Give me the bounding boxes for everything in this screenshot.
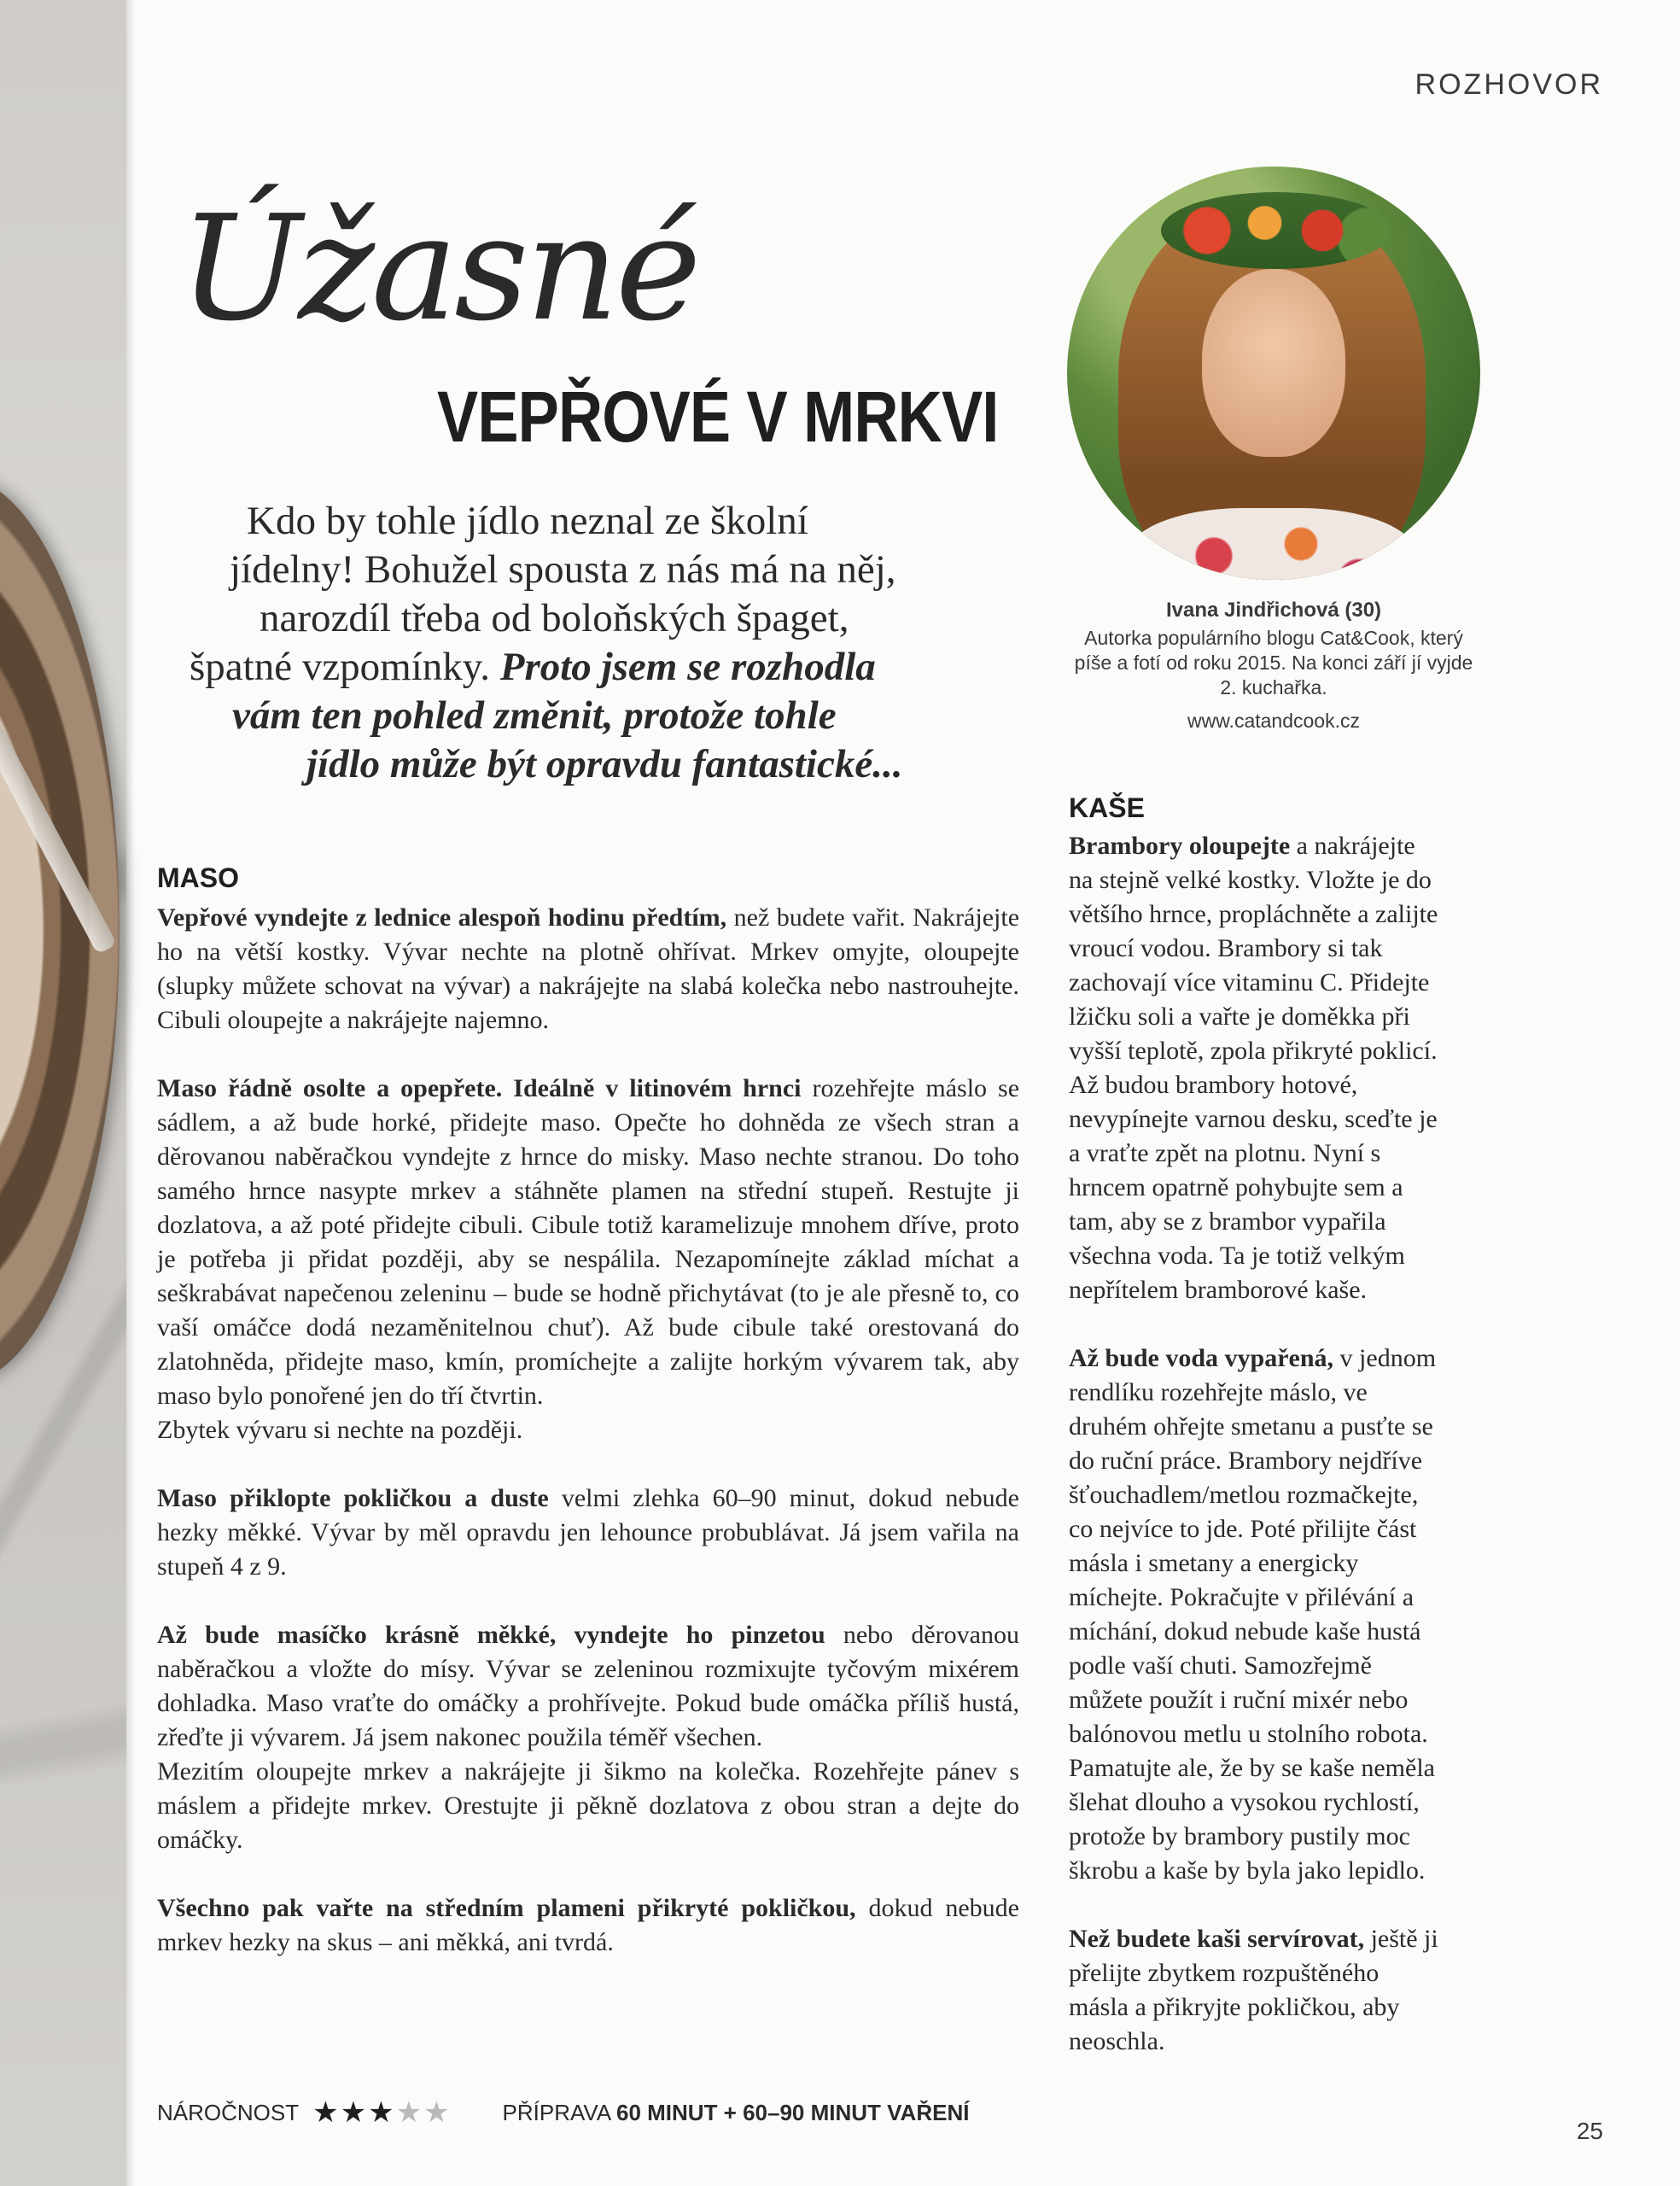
maso-paragraph-4: Až bude masíčko krásně měkké, vyndejte ho pinzetou nebo děrovanou naběračkou a vložte do mísy. Vývar se zeleninou rozmixujte tyčovým mixérem dohladka. Maso vraťte do omáčky a prohřívejte. Pokud bude omáčka příliš hustá, zřeďte ji vývarem. Já jsem nakonec použila téměř všechen. Mezitím oloupejte mrkev a nakrájejte ji šikmo na kolečka. Rozehřejte pánev s máslem a přidejte mrkev. Orestujte ji pěkně dozlatova z obou stran a dejte do omáčky. bbox=[157, 1621, 1019, 1854]
intro-paragraph bbox=[183, 497, 951, 789]
maso-paragraph-3: Maso přiklopte pokličkou a duste velmi zlehka 60–90 minut, dokud nebude hezky měkké. Vývar by měl opravdu jen lehounce probublávat. Já jsem vařila na stupeň 4 z 9. bbox=[157, 1484, 1019, 1581]
maso-section bbox=[157, 862, 1019, 1994]
star-icon: ★ bbox=[395, 2096, 424, 2129]
title-script: Úžasné bbox=[179, 184, 698, 354]
intro-line: Kdo by tohle jídlo neznal ze školní bbox=[247, 499, 808, 543]
intro-italic-line: Proto jsem se rozhodla bbox=[499, 645, 876, 689]
intro-line: jídelny! Bohužel spousta z nás má na něj, bbox=[230, 547, 896, 592]
intro-line: narozdíl třeba od boloňských špaget, bbox=[260, 596, 849, 640]
intro-line: špatné vzpomínky. bbox=[190, 645, 490, 689]
maso-paragraph-5: Všechno pak vařte na středním plameni přikryté pokličkou, dokud nebude mrkev hezky na skus – ani měkká, ani tvrdá. bbox=[157, 1894, 1019, 1956]
star-icon: ★ bbox=[368, 2096, 396, 2129]
author-portrait bbox=[1067, 167, 1480, 580]
marble-background-photo bbox=[0, 0, 126, 2186]
title-main: VEPŘOVÉ V MRKVI bbox=[437, 377, 999, 457]
kase-paragraph-1: Brambory oloupejte a nakrájejte na stejně velké kostky. Vložte je do většího hrnce, propláchněte a zalijte vroucí vodou. Brambory si tak zachovají více vitaminu C. Přidejte lžičku soli a vařte je doměkka při vyšší teplotě, zpola přikryté poklicí. Až budou brambory hotové, nevypínejte varnou desku, sceďte je a vraťte zpět na plotnu. Nyní s hrncem opatrně pohybujte sem a tam, aby se z brambor vypařila všechna voda. Ta je totiž velkým nepřítelem bramborové kaše. bbox=[1069, 832, 1438, 1304]
kase-section bbox=[1069, 792, 1439, 2093]
kase-paragraph-3: Než budete kaši servírovat, ještě ji přelijte zbytkem rozpuštěného másla a přikryjte pokličkou, aby neoschla. bbox=[1069, 1925, 1438, 2055]
prep-value: 60 MINUT + 60–90 MINUT VAŘENÍ bbox=[615, 2099, 970, 2125]
maso-heading: MASO bbox=[157, 862, 239, 893]
author-caption bbox=[1065, 598, 1482, 734]
page-gutter-shadow bbox=[126, 0, 135, 2186]
star-icon: ★ bbox=[312, 2096, 341, 2129]
page-number: 25 bbox=[1576, 2118, 1603, 2144]
maso-paragraph-2: Maso řádně osolte a opepřete. Ideálně v litinovém hrnci rozehřejte máslo se sádlem, a až bude horké, přidejte maso. Opečte ho dohněda ze všech stran a děrovanou naběračkou vyndejte z hrnce do misky. Maso nechte stranou. Do toho samého hrnce nasypte mrkev a stáhněte plamen na střední stupeň. Restujte ji dozlatova, a až poté přidejte cibuli. Cibule totiž karamelizuje mnohem dříve, proto je potřeba ji přidat později, aby se nespálila. Nezapomínejte základ míchat a seškrabávat napečenou zeleninu – bude se hodně přichytávat (to je ale přesně to, co vaší omáčce dodá nezaměnitelnou chuť). Až bude cibule také orestovaná do zlatohněda, přidejte maso, kmín, promíchejte a zalijte horkým vývarem tak, aby maso bylo ponořené jen do tří čtvrtin. Zbytek vývaru si nechte na později. bbox=[157, 1074, 1020, 1444]
intro-italic-line: vám ten pohled změnit, protože tohle bbox=[232, 693, 837, 738]
star-icon: ★ bbox=[423, 2096, 452, 2129]
difficulty-label: NÁROČNOST bbox=[157, 2099, 300, 2125]
recipe-footer bbox=[157, 2095, 969, 2130]
star-icon: ★ bbox=[340, 2096, 369, 2129]
author-bio: Autorka populárního blogu Cat&Cook, který píše a fotí od roku 2015. Na konci září jí vyjde 2. kuchařka. bbox=[1074, 627, 1473, 698]
flower-wreath bbox=[1161, 192, 1391, 269]
kase-paragraph-2: Až bude voda vypařená, v jednom rendlíku rozehřejte máslo, ve druhém ohřejte smetanu a pusťte se do ruční práce. Brambory nejdříve šťouchadlem/metlou rozmačkejte, co nejvíce to jde. Poté přilijte část másla i smetany a energicky míchejte. Pokračujte v přilévání a míchání, dokud nebude kaše hustá podle vaší chuti. Samozřejmě můžete použít i ruční mixér nebo balónovou metlu u stolního robota. Pamatujte ale, že by se kaše neměla šlehat dlouho a vysokou rychlostí, protože by brambory pustily moc škrobu a kaše by byla jako lepidlo. bbox=[1069, 1344, 1437, 1885]
author-name: Ivana Jindřichová (30) bbox=[1165, 599, 1382, 622]
author-url: www.catandcook.cz bbox=[1187, 710, 1360, 732]
section-label: ROZHOVOR bbox=[1415, 68, 1603, 101]
prep-label: PŘÍPRAVA bbox=[502, 2099, 610, 2125]
prep-time bbox=[503, 2100, 970, 2126]
kase-heading: KAŠE bbox=[1069, 792, 1145, 823]
maso-paragraph-1: Vepřové vyndejte z lednice alespoň hodinu předtím, než budete vařit. Nakrájejte ho na větší kostky. Vývar nechte na plotně ohřívat. Mrkev omyjte, oloupejte (slupky můžete schovat na vývar) a nakrájejte na slabá kolečka nebo nastrouhejte. Cibuli oloupejte a nakrájejte najemno. bbox=[157, 903, 1020, 1034]
difficulty-rating bbox=[312, 2095, 451, 2130]
intro-italic-line: jídlo může být opravdu fantastické... bbox=[306, 742, 903, 786]
